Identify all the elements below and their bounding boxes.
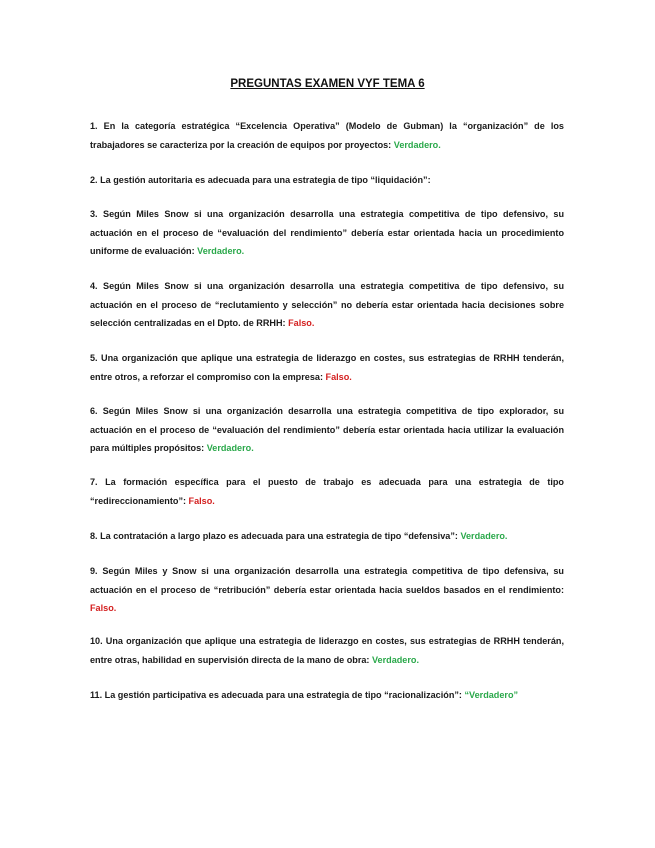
question-5	[90, 349, 564, 386]
question-10	[90, 632, 564, 669]
answer-label: Verdadero.	[197, 246, 245, 257]
question-11	[90, 686, 564, 705]
answer-label: “Verdadero”	[464, 690, 519, 700]
answer-label: Verdadero.	[371, 654, 419, 665]
question-text: 4. Según Miles Snow si una organización desarrolla una estrategia competitiva de tipo defensivo, su actuación en el proceso de “reclutamiento y selección” no debería estar orientada hacia decisiones sobre selección centralizadas en el Dpto. de RRHH:	[90, 281, 564, 329]
question-7	[90, 473, 564, 510]
question-6	[90, 402, 564, 458]
answer-label: Falso.	[288, 318, 315, 329]
question-text: 1. En la categoría estratégica “Excelencia Operativa” (Modelo de Gubman) la “organización” de los trabajadores se caracteriza por la creación de equipos por proyectos:	[90, 121, 564, 150]
answer-label: Verdadero.	[206, 443, 254, 454]
question-text: 5. Una organización que aplique una estrategia de liderazgo en costes, sus estrategias de RRHH tenderán, entre otros, a reforzar el compromiso con la empresa:	[90, 353, 564, 382]
question-text: 9. Según Miles y Snow si una organización desarrolla una estrategia competitiva de tipo defensiva, su actuación en el proceso de “retribución” debería estar orientada hacia sueldos basados en el rendimiento:	[90, 566, 564, 595]
answer-label: Verdadero.	[460, 531, 508, 541]
page-title: PREGUNTAS EXAMEN VYF TEMA 6	[230, 78, 425, 90]
answer-label: Verdadero.	[393, 139, 441, 150]
answer-label: Falso.	[188, 495, 215, 506]
answer-label: Falso.	[90, 603, 117, 614]
answer-label: Falso.	[325, 371, 352, 382]
question-9	[90, 562, 564, 618]
question-4	[90, 277, 564, 333]
question-text: 10. Una organización que aplique una estrategia de liderazgo en costes, sus estrategias de RRHH tenderán, entre otras, habilidad en supervisión directa de la mano de obra:	[90, 636, 564, 665]
question-text: 3. Según Miles Snow si una organización desarrolla una estrategia competitiva de tipo defensivo, su actuación en el proceso de “evaluación del rendimiento” debería estar orientada hacia un procedimiento uniforme de evaluación:	[90, 209, 564, 257]
question-2	[90, 171, 564, 190]
question-3	[90, 205, 564, 261]
question-text: 2. La gestión autoritaria es adecuada para una estrategia de tipo “liquidación”:	[90, 175, 431, 185]
question-text: 7. La formación específica para el puesto de trabajo es adecuada para una estrategia de tipo “redireccionamiento”:	[90, 477, 564, 506]
question-1	[90, 117, 564, 154]
question-text: 8. La contratación a largo plazo es adecuada para una estrategia de tipo “defensiva”:	[90, 531, 461, 541]
question-text: 6. Según Miles Snow si una organización desarrolla una estrategia competitiva de tipo explorador, su actuación en el proceso de “evaluación del rendimiento” debería estar orientada hacia utilizar la evaluación para múltiples propósitos:	[90, 406, 564, 454]
question-8	[90, 527, 564, 546]
question-text: 11. La gestión participativa es adecuada para una estrategia de tipo “racionalización”:	[90, 690, 465, 700]
